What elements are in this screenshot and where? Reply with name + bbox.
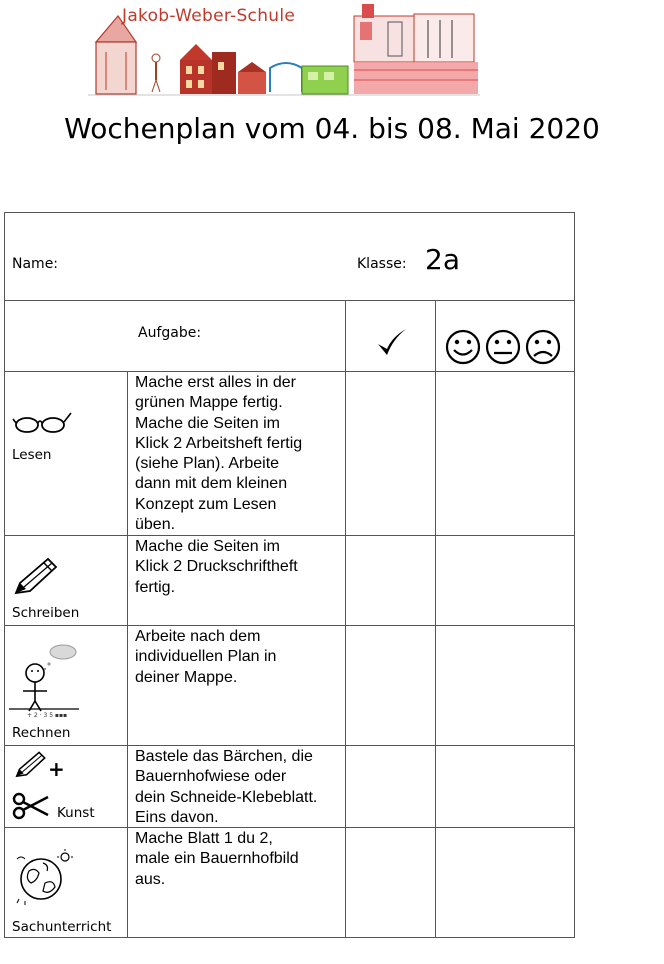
- rating-cell[interactable]: [436, 746, 574, 826]
- rating-cell[interactable]: [436, 536, 574, 624]
- svg-text:+ 2 · 3 5 ▪▪▪: + 2 · 3 5 ▪▪▪: [27, 712, 68, 719]
- task-line: Mache die Seiten im: [135, 538, 280, 555]
- checkmark-icon: [375, 327, 409, 359]
- name-field[interactable]: [75, 249, 345, 279]
- task-line: fertig.: [135, 578, 176, 596]
- subject-label: Sachunterricht: [12, 919, 112, 935]
- task-line: male ein Bauernhofbild: [135, 850, 299, 868]
- task-line: Klick 2 Druckschriftheft: [135, 558, 298, 576]
- task-line: aus.: [135, 870, 166, 888]
- subject-cell-kunst: [5, 745, 127, 827]
- klasse-value: 2a: [425, 243, 460, 276]
- klasse-label: Klasse:: [357, 256, 407, 272]
- task-column-header: Aufgabe:: [138, 325, 202, 341]
- done-checkbox-cell[interactable]: [346, 828, 434, 938]
- subject-label: Schreiben: [12, 605, 80, 621]
- glasses-icon: [11, 409, 73, 435]
- task-line: dann mit dem kleinen: [135, 475, 288, 493]
- rating-cell[interactable]: [436, 372, 574, 534]
- task-line: grünen Mappe fertig.: [135, 394, 283, 412]
- subject-cell-rechnen: [5, 625, 127, 745]
- task-line: Eins davon.: [135, 808, 219, 826]
- subject-cell-schreiben: [5, 535, 127, 625]
- pencil-icon: [13, 751, 47, 779]
- done-checkbox-cell[interactable]: [346, 536, 434, 624]
- task-cell-lesen: [135, 373, 347, 535]
- plus-sign: +: [48, 757, 65, 781]
- task-line: Bastele das Bärchen, die: [135, 748, 313, 765]
- weekly-plan-table: [4, 212, 575, 938]
- task-line: Mache die Seiten im: [135, 414, 280, 432]
- page-title: Wochenplan vom 04. bis 08. Mai 2020: [64, 112, 600, 145]
- subject-cell-sachunterricht: [5, 827, 127, 939]
- subject-label: Rechnen: [12, 725, 71, 741]
- neutral-face-icon: [487, 331, 519, 363]
- rating-faces-icon: [445, 328, 561, 366]
- task-line: Mache erst alles in der: [135, 374, 296, 391]
- task-line: dein Schneide-Klebeblatt.: [135, 788, 318, 806]
- school-name: Jakob-Weber-Schule: [122, 6, 296, 26]
- task-line: üben.: [135, 516, 176, 534]
- thinking-stick-figure-icon: [9, 643, 81, 719]
- subject-label: Lesen: [12, 447, 52, 463]
- subject-label: Kunst: [57, 805, 95, 821]
- task-line: Arbeite nach dem: [135, 628, 261, 645]
- subject-cell-lesen: [5, 371, 127, 535]
- happy-face-icon: [447, 331, 479, 363]
- rating-cell[interactable]: [436, 626, 574, 744]
- task-cell-schreiben: [135, 537, 347, 598]
- globe-icon: [13, 849, 75, 905]
- task-line: Bauernhofwiese oder: [135, 768, 287, 786]
- task-line: (siehe Plan). Arbeite: [135, 455, 280, 473]
- rating-cell[interactable]: [436, 828, 574, 938]
- task-line: deiner Mappe.: [135, 668, 238, 686]
- done-checkbox-cell[interactable]: [346, 626, 434, 744]
- task-cell-sachunterricht: [135, 829, 347, 890]
- task-line: Klick 2 Arbeitsheft fertig: [135, 434, 303, 452]
- task-cell-rechnen: [135, 627, 347, 688]
- done-checkbox-cell[interactable]: [346, 746, 434, 826]
- done-checkbox-cell[interactable]: [346, 372, 434, 534]
- name-label: Name:: [12, 256, 59, 272]
- task-cell-kunst: [135, 747, 347, 828]
- task-line: Konzept zum Lesen: [135, 495, 277, 513]
- sad-face-icon: [527, 331, 559, 363]
- pencil-icon: [12, 557, 58, 597]
- scissors-icon: [12, 791, 50, 821]
- task-line: Mache Blatt 1 du 2,: [135, 830, 273, 847]
- task-line: individuellen Plan in: [135, 648, 277, 666]
